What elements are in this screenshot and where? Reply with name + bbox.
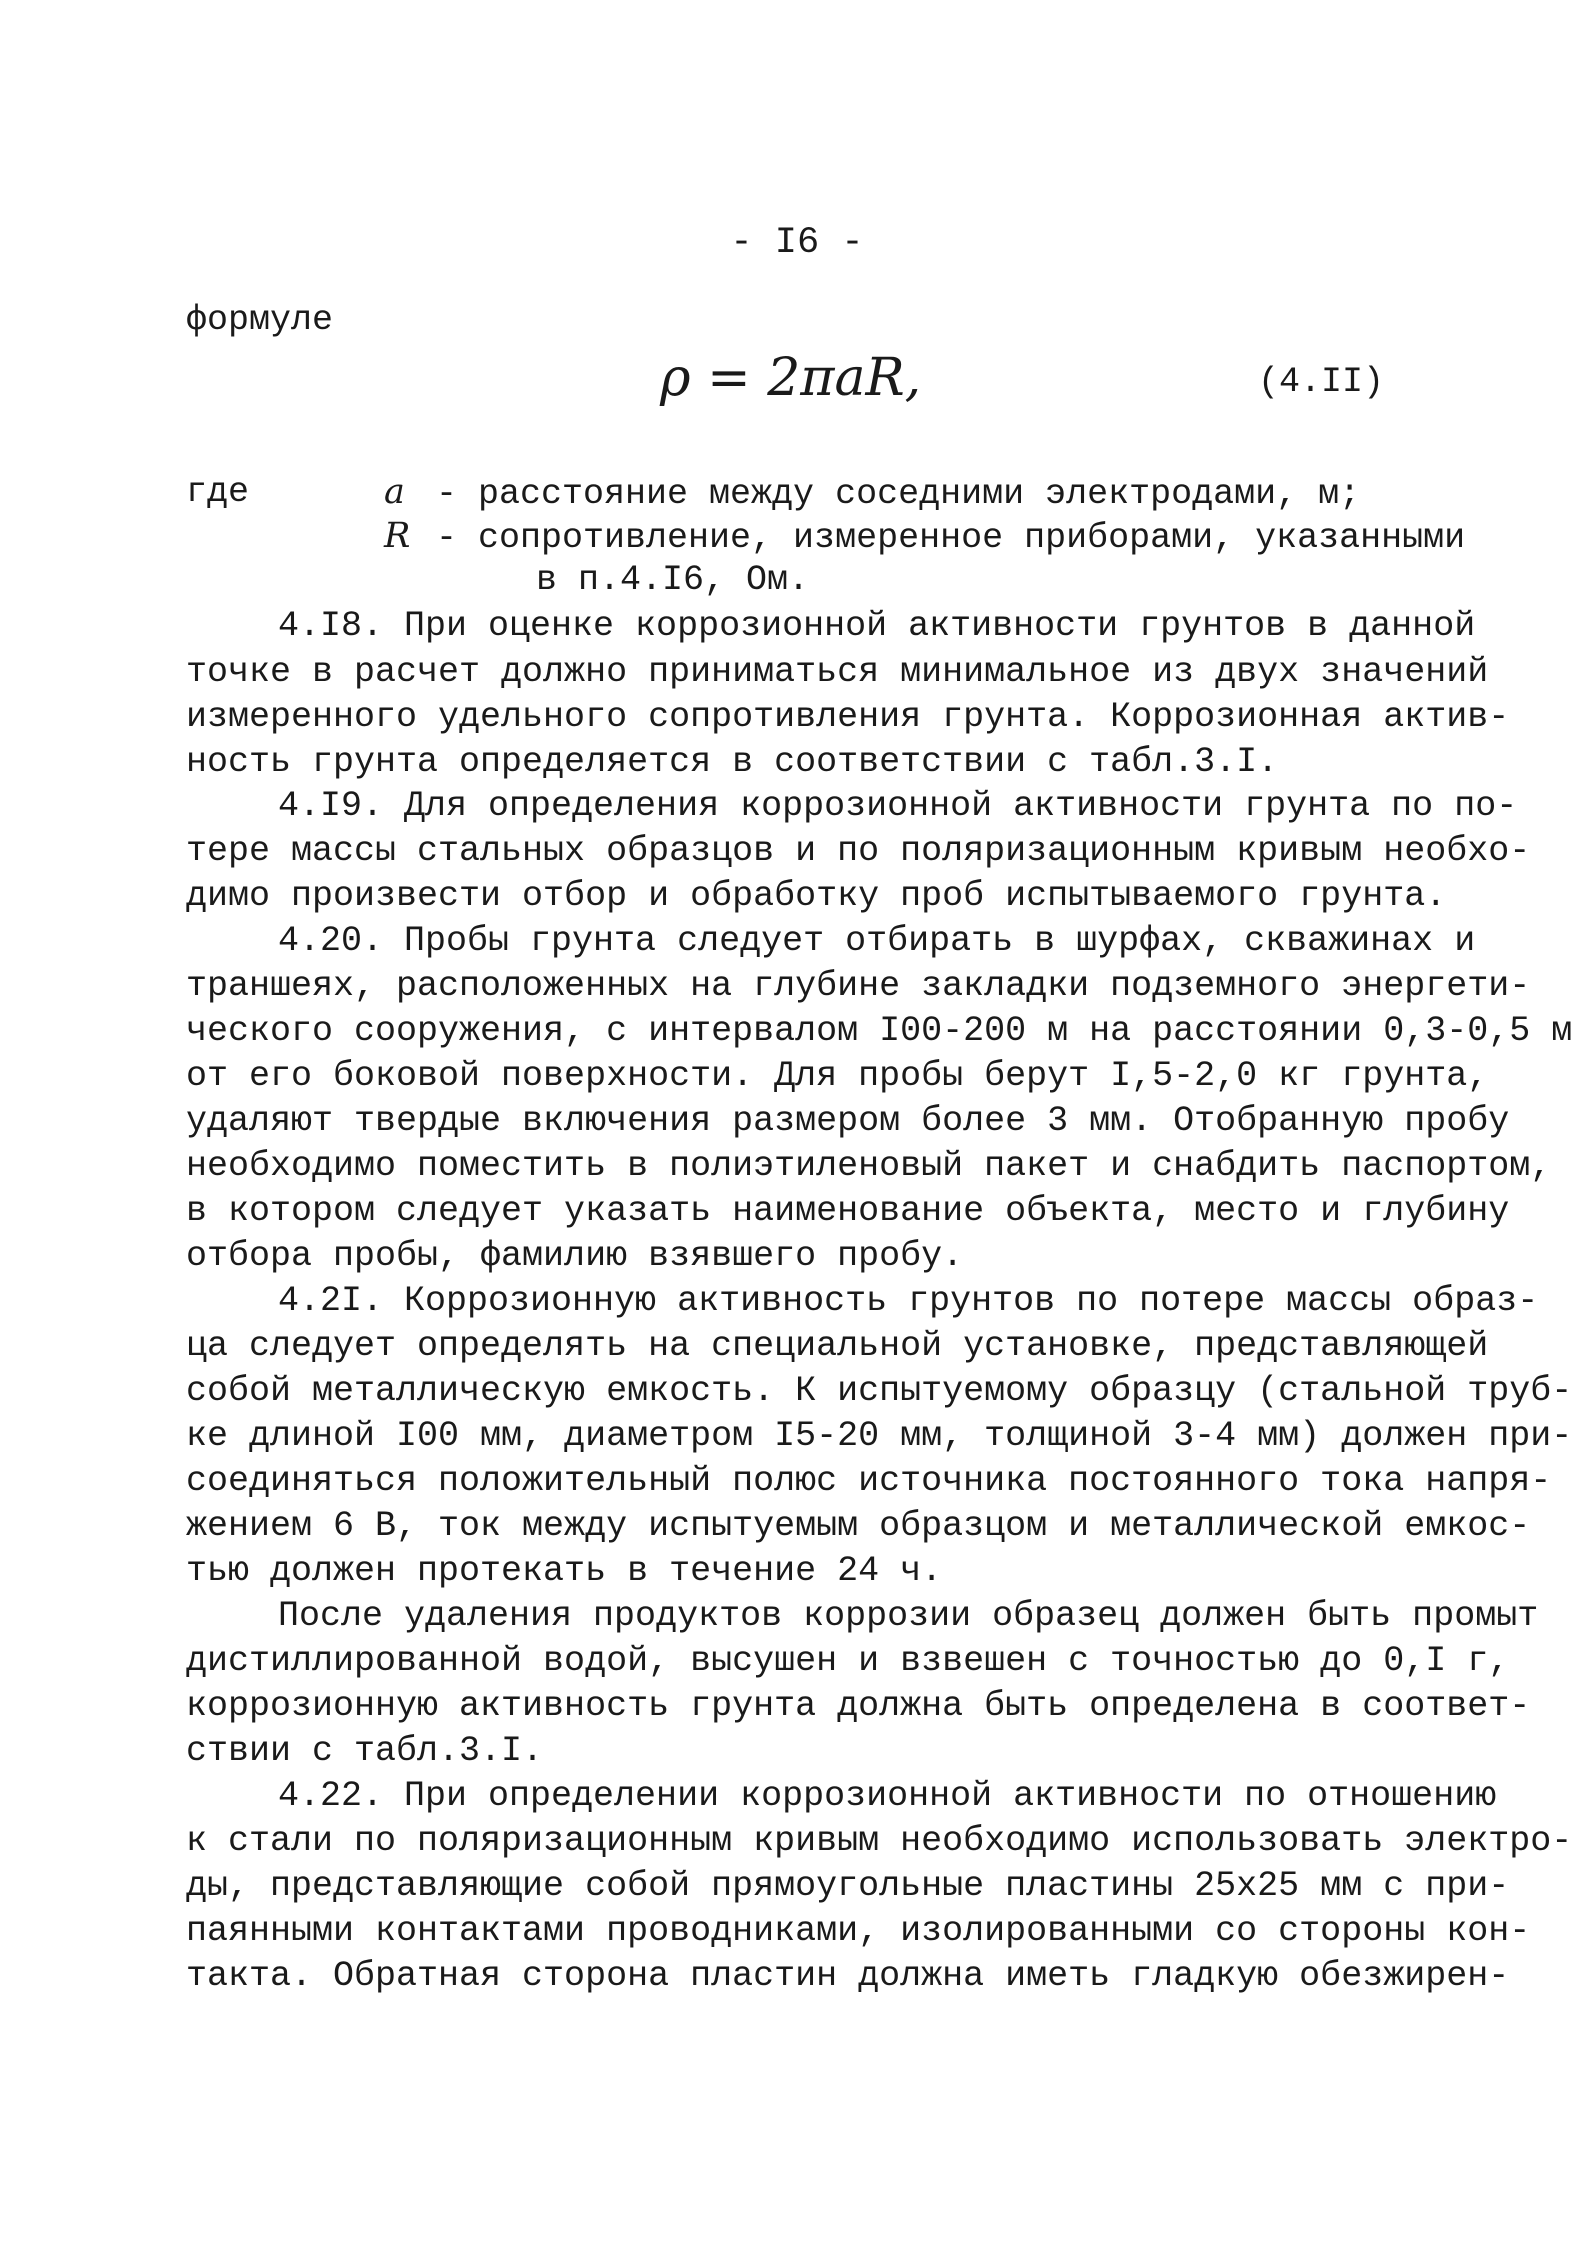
text-line: ческого сооружения, с интервалом I00-200 м на расстоянии 0,3-0,5 м: [186, 1011, 1573, 1051]
where-label: где: [186, 472, 250, 512]
text-line: ке длиной I00 мм, диаметром I5-20 мм, толщиной 3-4 мм) должен при-: [186, 1416, 1573, 1456]
text-line: траншеях, расположенных на глубине закладки подземного энергети-: [186, 966, 1531, 1006]
page-number: - I6 -: [730, 222, 864, 264]
text-line: 4.I8. При оценке коррозионной активности грунтов в данной: [278, 606, 1476, 646]
text-line: 4.2I. Коррозионную активность грунтов по потере массы образ-: [278, 1281, 1539, 1321]
text-line: ствии с табл.3.I.: [186, 1731, 544, 1771]
text-line: паянными контактами проводниками, изолированными со стороны кон-: [186, 1911, 1531, 1951]
text-line: ды, представляющие собой прямоугольные пластины 25х25 мм с при-: [186, 1866, 1510, 1906]
definition-text: - расстояние между соседними электродами, м;: [436, 474, 1361, 514]
text-line: тью должен протекать в течение 24 ч.: [186, 1551, 943, 1591]
text-line: коррозионную активность грунта должна быть определена в соответ-: [186, 1686, 1531, 1726]
definition-a: [384, 472, 1360, 514]
definition-text: - сопротивление, измеренное приборами, указанными: [436, 518, 1466, 558]
text-line: 4.I9. Для определения коррозионной активности грунта по по-: [278, 786, 1518, 826]
text-line: После удаления продуктов коррозии образец должен быть промыт: [278, 1596, 1539, 1636]
text-line: к стали по поляризационным кривым необходимо использовать электро-: [186, 1821, 1573, 1861]
text-line: собой металлическую емкость. К испытуемому образцу (стальной труб-: [186, 1371, 1573, 1411]
text-line: необходимо поместить в полиэтиленовый пакет и снабдить паспортом,: [186, 1146, 1552, 1186]
formula-number: (4.II): [1258, 362, 1385, 402]
text-line: 4.20. Пробы грунта следует отбирать в шурфах, скважинах и: [278, 921, 1476, 961]
text-line: соединяться положительный полюс источника постоянного тока напря-: [186, 1461, 1552, 1501]
text-line: дистиллированной водой, высушен и взвешен с точностью до 0,I г,: [186, 1641, 1510, 1681]
text-line: ность грунта определяется в соответствии с табл.3.I.: [186, 742, 1279, 782]
formula: ρ = 2πaR,: [660, 348, 922, 408]
definition-symbol: R: [384, 516, 411, 556]
text-line: измеренного удельного сопротивления грунта. Коррозионная актив-: [186, 697, 1510, 737]
text-line: такта. Обратная сторона пластин должна иметь гладкую обезжирен-: [186, 1956, 1510, 1996]
text-line: удаляют твердые включения размером более 3 мм. Отобранную пробу: [186, 1101, 1510, 1141]
definition-continuation: в п.4.I6, Ом.: [536, 560, 810, 600]
text-line: жением 6 В, ток между испытуемым образцом и металлической емкос-: [186, 1506, 1531, 1546]
formula-intro: формуле: [186, 300, 334, 340]
text-line: 4.22. При определении коррозионной активности по отношению: [278, 1776, 1497, 1816]
definition-r: [384, 516, 1465, 558]
text-line: точке в расчет должно приниматься минимальное из двух значений: [186, 652, 1489, 692]
text-line: тере массы стальных образцов и по поляризационным кривым необхо-: [186, 831, 1531, 871]
text-line: в котором следует указать наименование объекта, место и глубину: [186, 1191, 1510, 1231]
text-line: отбора пробы, фамилию взявшего пробу.: [186, 1236, 964, 1276]
definition-symbol: a: [384, 472, 405, 512]
text-line: ца следует определять на специальной установке, представляющей: [186, 1326, 1489, 1366]
text-line: димо произвести отбор и обработку проб испытываемого грунта.: [186, 876, 1447, 916]
text-line: от его боковой поверхности. Для пробы берут I,5-2,0 кг грунта,: [186, 1056, 1489, 1096]
